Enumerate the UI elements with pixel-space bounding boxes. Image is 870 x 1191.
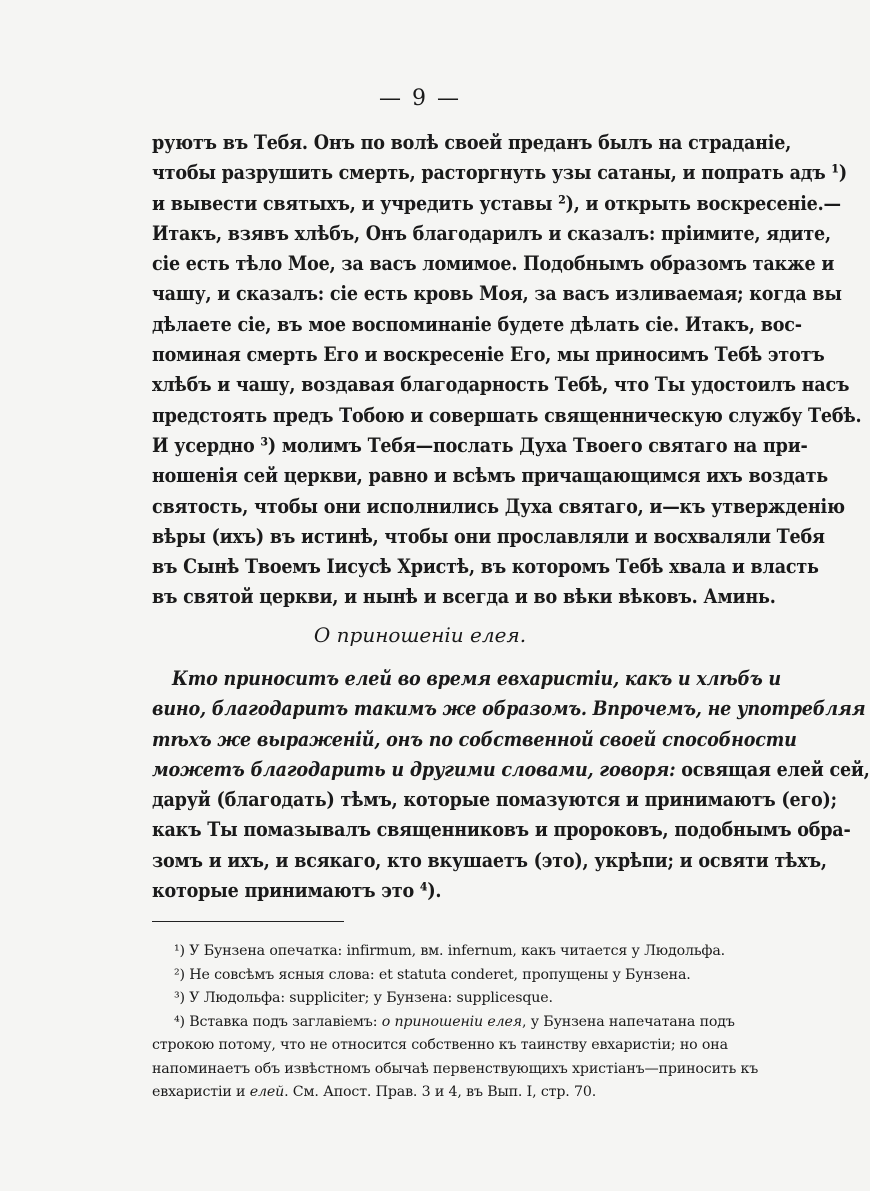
text-line: Итакъ, взявъ хлѣбъ, Онъ благодарилъ и сказалъ: пріимите, ядите, bbox=[152, 221, 831, 245]
footnote-divider bbox=[152, 921, 344, 922]
footnote-1: ¹) У Бунзена опечатка: infirmum, вм. infernum, какъ читается у Людольфа. bbox=[174, 943, 726, 959]
text-line: чтобы разрушить смерть, расторгнуть узы сатаны, и попрать адъ ¹) bbox=[152, 161, 847, 185]
footnote-4 bbox=[152, 1011, 735, 1035]
italic-span: можетъ благодарить и другими словами, говоря: bbox=[152, 757, 676, 781]
text-line: вѣры (ихъ) въ истинѣ, чтобы они прославляли и восхваляли Тебя bbox=[152, 524, 825, 548]
footnote-line: напоминаетъ объ извѣстномъ обычаѣ первенствующихъ христіанъ—приносить къ bbox=[152, 1060, 759, 1077]
footnote-line bbox=[152, 1081, 726, 1105]
oil-offering-paragraph bbox=[152, 664, 870, 906]
text-line bbox=[152, 755, 870, 785]
footnote-italic: елей bbox=[249, 1084, 285, 1100]
text-line: тѣхъ же выраженій, онъ по собственной своей способности bbox=[152, 727, 797, 751]
text-line: въ Сынѣ Твоемъ Іисусѣ Христѣ, въ которомъ Тебѣ хвала и власть bbox=[152, 555, 819, 579]
text-line: сіе есть тѣло Мое, за васъ ломимое. Подобнымъ образомъ также и bbox=[152, 252, 835, 276]
text-line: руютъ въ Тебя. Онъ по волѣ своей преданъ былъ на страданіе, bbox=[152, 131, 792, 154]
text-line: хлѣбъ и чашу, воздавая благодарность Тебѣ, что Ты удостоилъ насъ bbox=[152, 373, 850, 397]
text-line: ношенія сей церкви, равно и всѣмъ причащающимся ихъ воздать bbox=[152, 464, 828, 488]
roman-span: освящая елей сей, bbox=[675, 757, 870, 781]
footnote-text: . См. Апост. Прав. 3 и 4, въ Вып. I, стр. 70. bbox=[284, 1084, 597, 1100]
text-line: поминая смерть Его и воскресеніе Его, мы приносимъ Тебѣ этотъ bbox=[152, 343, 825, 367]
footnote-line: строкою потому, что не относится собственно къ таинству евхаристіи; но она bbox=[152, 1037, 728, 1053]
text-line: И усердно ³) молимъ Тебя—послать Духа Твоего святаго на при- bbox=[152, 433, 808, 457]
text-line: и вывести святыхъ, и учредить уставы ²), и открыть воскресеніе.— bbox=[152, 191, 841, 215]
footnote-italic: о приношеніи елея bbox=[381, 1013, 523, 1030]
text-line: дѣлаете сіе, въ мое воспоминаніе будете дѣлать сіе. Итакъ, вос- bbox=[152, 312, 802, 336]
footnote-3: ³) У Людольфа: suppliciter; у Бунзена: supplicesque. bbox=[174, 990, 553, 1006]
text-line: даруй (благодать) тѣмъ, которые помазуются и принимаютъ (его); bbox=[152, 788, 837, 812]
footnote-text: евхаристіи и bbox=[152, 1084, 250, 1100]
text-line: чашу, и сказалъ: сіе есть кровь Моя, за васъ изливаемая; когда вы bbox=[152, 282, 842, 306]
text-line: Кто приноситъ елей во время евхаристіи, какъ и хлѣбъ и bbox=[172, 667, 781, 690]
footnote-2: ²) Не совсѣмъ ясныя слова: et statuta conderet, пропущены у Бунзена. bbox=[174, 966, 691, 983]
text-line: которые принимаютъ это ⁴). bbox=[152, 879, 442, 903]
text-line: какъ Ты помазывалъ священниковъ и пророковъ, подобнымъ обра- bbox=[152, 818, 851, 842]
footnote-text: , у Бунзена напечатана подъ bbox=[522, 1013, 735, 1030]
footnotes bbox=[152, 940, 759, 1105]
text-line: святость, чтобы они исполнились Духа святаго, и—къ утвержденію bbox=[152, 494, 845, 518]
text-line: зомъ и ихъ, и всякаго, кто вкушаетъ (это), укрѣпи; и освяти тѣхъ, bbox=[152, 848, 827, 872]
text-line: вино, благодаритъ такимъ же образомъ. Впрочемъ, не употребляя bbox=[152, 697, 866, 721]
main-paragraph bbox=[152, 128, 862, 613]
section-heading: О приношеніи елея. bbox=[313, 623, 527, 647]
footnote-text: ⁴) Вставка подъ заглавіемъ: bbox=[174, 1013, 382, 1030]
text-line: предстоять предъ Тобою и совершать священническую службу Тебѣ. bbox=[152, 403, 862, 427]
page-number: — 9 — bbox=[379, 86, 461, 111]
text-line: въ святой церкви, и нынѣ и всегда и во вѣки вѣковъ. Аминь. bbox=[152, 585, 776, 609]
